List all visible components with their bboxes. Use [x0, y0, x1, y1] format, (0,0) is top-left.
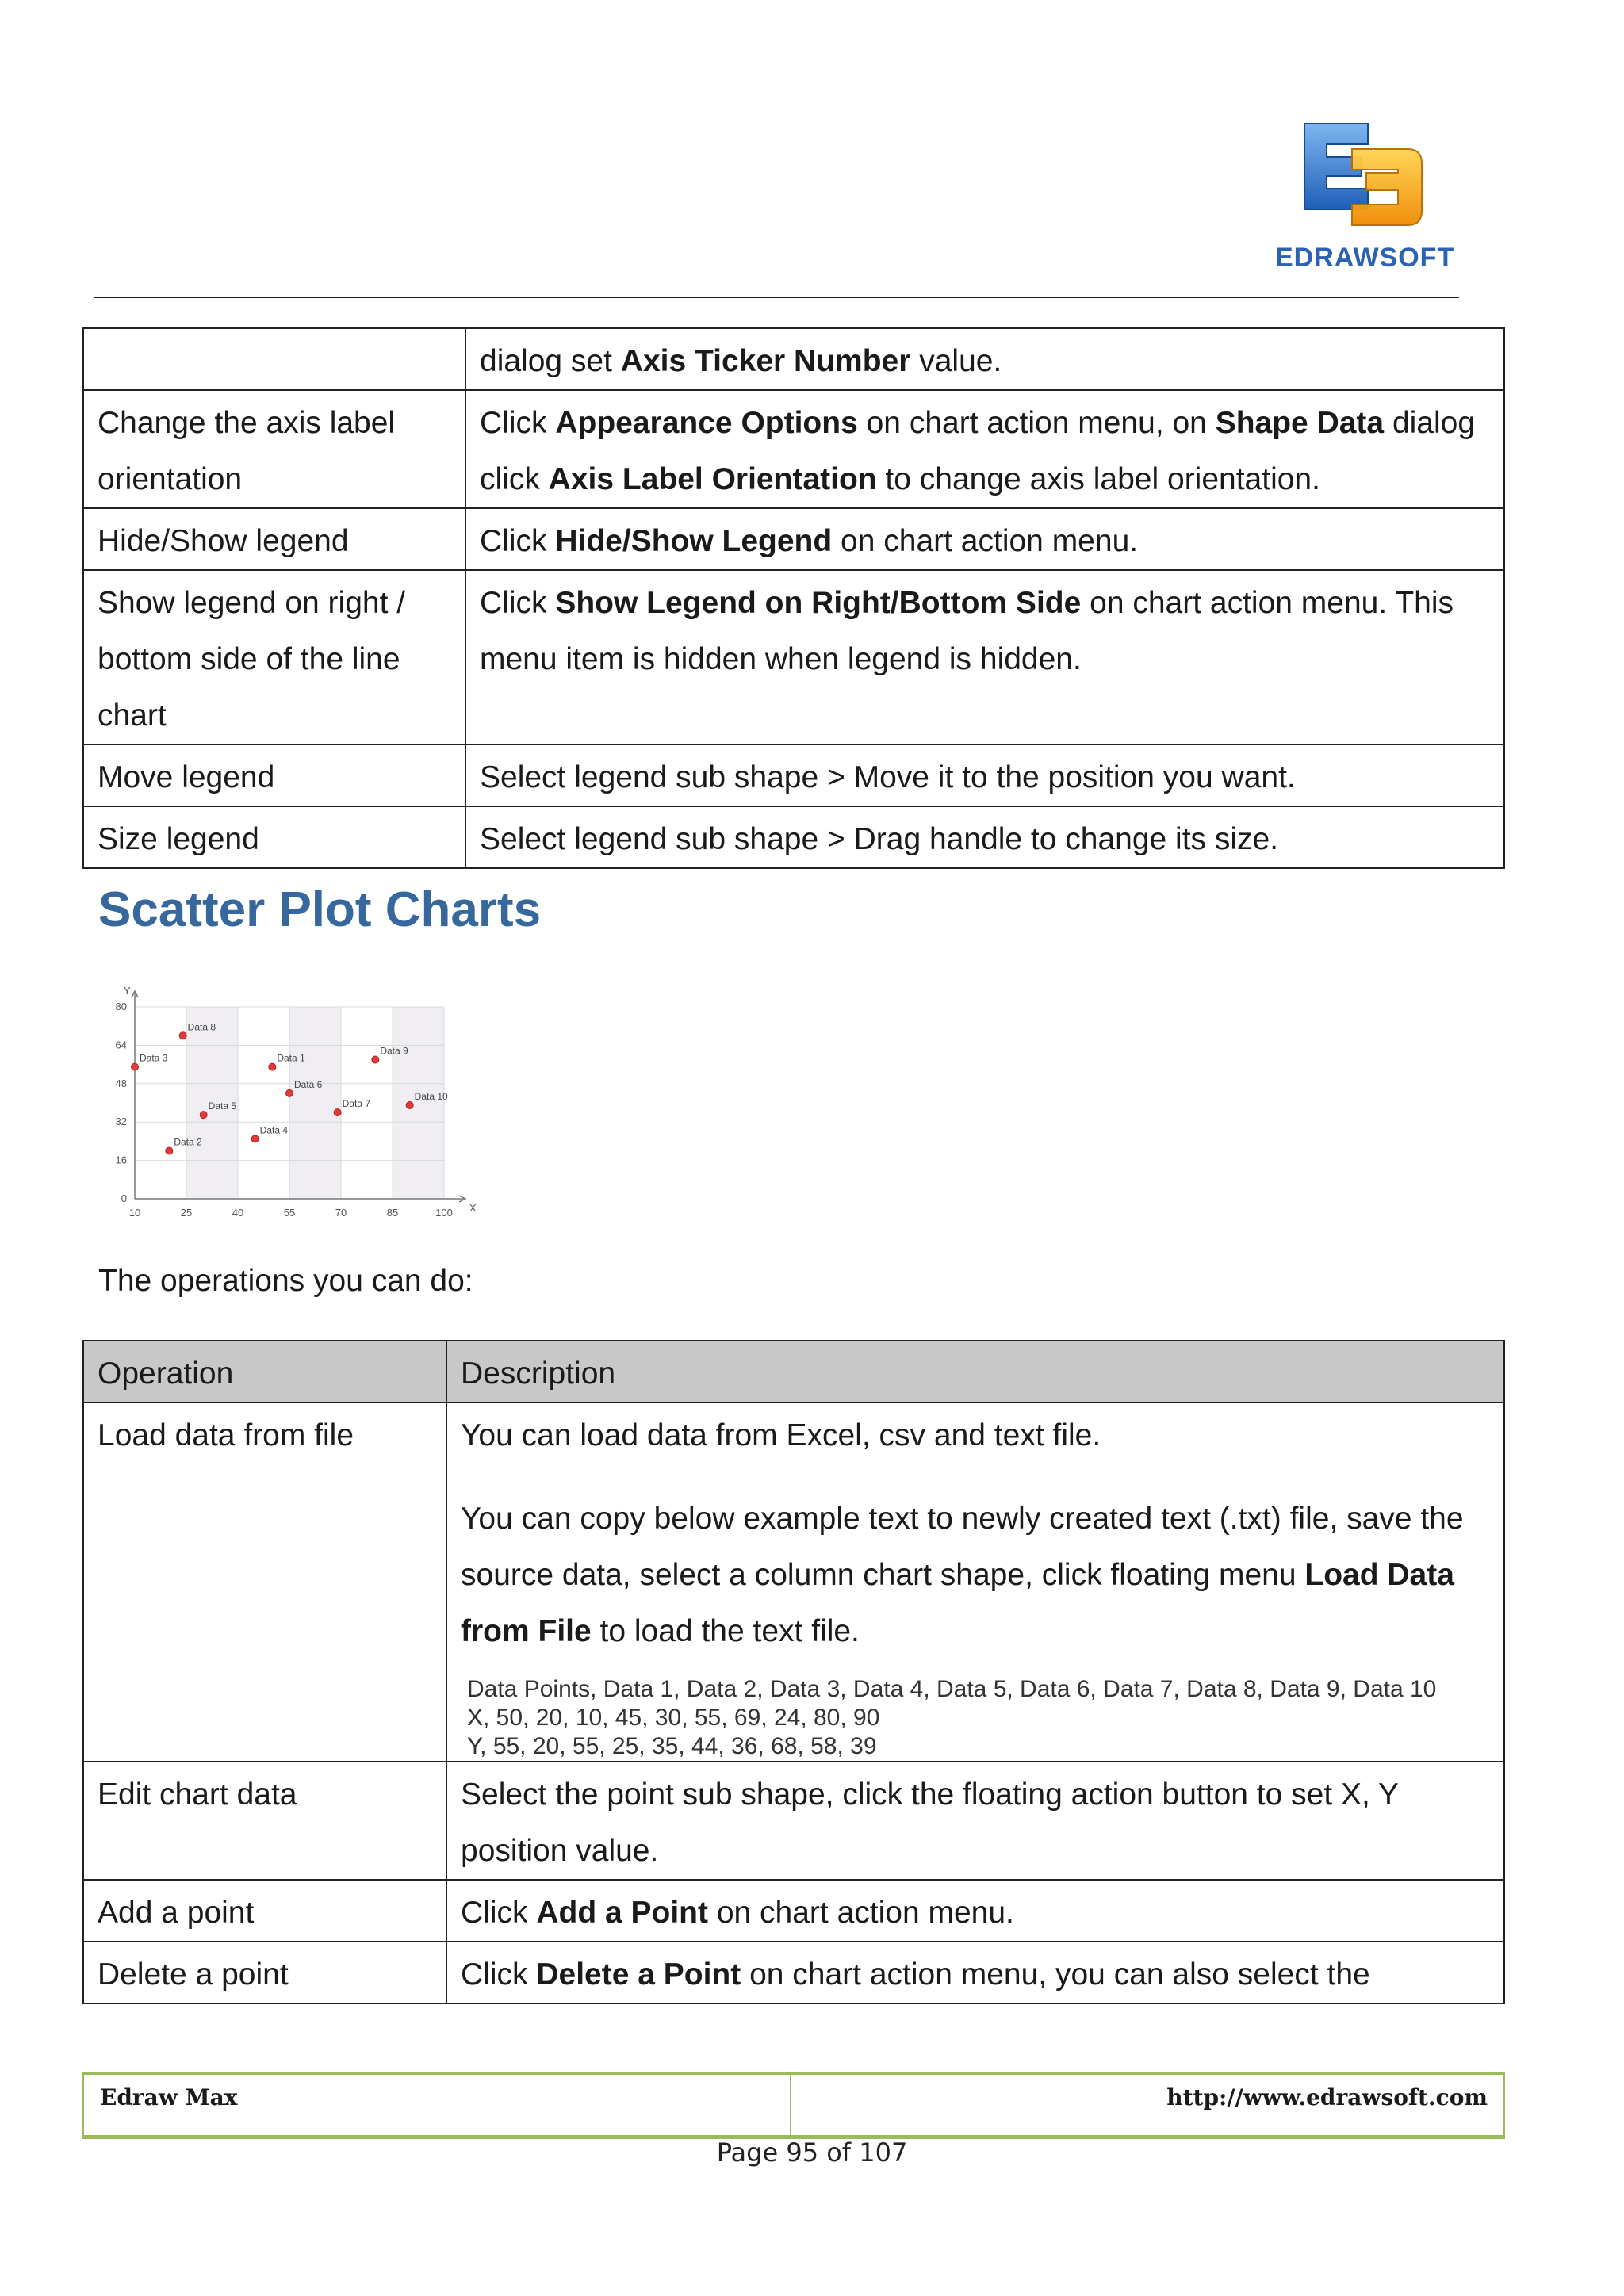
x-axis-label: X	[469, 1202, 477, 1214]
table-row	[83, 1762, 1504, 1880]
text-run: Click	[480, 586, 556, 620]
y-tick-label: 64	[115, 1039, 127, 1051]
data-point	[286, 1089, 293, 1096]
text-run: You can copy below example text to newly created text (.txt) file, save the source data, select a column chart shape, click floating menu	[461, 1502, 1464, 1592]
table-row	[83, 744, 1504, 806]
description-cell	[465, 508, 1504, 570]
text-run: dialog set	[480, 344, 621, 378]
data-point	[334, 1109, 341, 1116]
brand-name: EDRAWSOFT	[1275, 243, 1455, 273]
data-point	[166, 1147, 173, 1154]
operations-intro: The operations you can do:	[98, 1264, 473, 1298]
operation-cell	[83, 328, 465, 390]
description-paragraph	[461, 1946, 1490, 2003]
bold-term: Hide/Show Legend	[555, 524, 833, 558]
description-cell	[465, 390, 1504, 508]
bold-term: Load Data from File	[461, 1558, 1454, 1648]
description-cell	[465, 744, 1504, 806]
footer-url: http://www.edrawsoft.com	[1166, 2084, 1488, 2110]
description-paragraph	[461, 1766, 1490, 1879]
legend-operations-table	[82, 327, 1505, 869]
data-point	[406, 1102, 413, 1109]
plot-band	[289, 1007, 341, 1199]
table-row	[83, 570, 1504, 744]
table-row	[83, 328, 1504, 390]
text-run: Select the point sub shape, click the floating action button to set X, Y position value.	[461, 1777, 1399, 1868]
bold-term: Axis Label Orientation	[548, 462, 877, 496]
data-point-label: Data 2	[174, 1136, 202, 1148]
operation-cell: Hide/Show legend	[83, 508, 465, 570]
operation-cell: Edit chart data	[83, 1762, 446, 1880]
table-row	[83, 508, 1504, 570]
data-point-label: Data 3	[140, 1052, 168, 1064]
x-tick-label: 25	[180, 1207, 193, 1219]
data-point-label: Data 5	[208, 1100, 237, 1112]
text-run: You can load data from Excel, csv and text file.	[461, 1418, 1101, 1452]
data-point-label: Data 1	[277, 1052, 305, 1064]
x-tick-label: 70	[335, 1207, 347, 1219]
text-run: on chart action menu, you can also select the	[741, 1957, 1370, 1992]
description-cell	[446, 1880, 1504, 1942]
sample-data-line: X, 50, 20, 10, 45, 30, 55, 69, 24, 80, 90	[467, 1705, 880, 1731]
text-run: Select legend sub shape > Drag handle to change its size.	[480, 822, 1279, 856]
table-header-row	[83, 1341, 1504, 1402]
description-cell	[465, 806, 1504, 868]
page-number: Page 95 of 107	[716, 2137, 908, 2168]
data-point-label: Data 9	[380, 1045, 408, 1057]
page-footer	[82, 2072, 1505, 2139]
operation-cell: Delete a point	[83, 1942, 446, 2003]
table-row	[83, 1402, 1504, 1762]
data-point	[269, 1063, 276, 1070]
text-run: Click	[461, 1957, 537, 1992]
operation-cell: Load data from file	[83, 1402, 446, 1762]
header-description: Description	[446, 1341, 1504, 1402]
text-run: Click	[480, 406, 556, 440]
description-paragraph	[461, 1885, 1490, 1941]
description-cell	[446, 1402, 1504, 1762]
sample-data-text	[461, 1675, 1490, 1761]
data-point-label: Data 4	[259, 1124, 289, 1136]
text-run: dialog click	[480, 406, 1476, 496]
bold-term: Show Legend on Right/Bottom Side	[555, 586, 1082, 620]
data-point	[251, 1135, 259, 1142]
operation-cell: Change the axis label orientation	[83, 390, 465, 508]
description-cell	[465, 570, 1504, 744]
y-tick-label: 48	[115, 1077, 127, 1089]
text-run: value.	[910, 344, 1002, 378]
bold-term: Axis Ticker Number	[620, 344, 911, 378]
footer-product: Edraw Max	[100, 2084, 238, 2110]
text-run: to load the text file.	[591, 1614, 860, 1648]
sample-data-line: Data Points, Data 1, Data 2, Data 3, Data 4, Data 5, Data 6, Data 7, Data 8, Data 9, Data 10	[467, 1676, 1437, 1702]
data-point-label: Data 7	[342, 1098, 371, 1110]
data-point	[372, 1056, 379, 1063]
bold-term: Add a Point	[536, 1896, 708, 1930]
plot-band	[393, 1007, 444, 1199]
x-tick-label: 10	[128, 1207, 141, 1219]
text-run: on chart action menu, on	[857, 406, 1216, 440]
operation-cell: Size legend	[83, 806, 465, 868]
header-operation: Operation	[83, 1341, 446, 1402]
text-run: on chart action menu.	[708, 1896, 1014, 1930]
y-axis-label: Y	[124, 985, 131, 997]
operation-cell: Add a point	[83, 1880, 446, 1942]
sample-data-line: Y, 55, 20, 55, 25, 35, 44, 36, 68, 58, 39	[467, 1733, 877, 1759]
description-cell	[446, 1762, 1504, 1880]
data-point-label: Data 6	[294, 1078, 323, 1090]
operation-cell: Show legend on right / bottom side of the line chart	[83, 570, 465, 744]
data-point	[132, 1063, 139, 1070]
y-tick-label: 16	[115, 1154, 127, 1166]
bold-term: Appearance Options	[555, 406, 858, 440]
data-point-label: Data 10	[414, 1091, 448, 1103]
bold-term: Delete a Point	[536, 1957, 741, 1992]
y-tick-label: 32	[115, 1115, 127, 1128]
description-cell	[465, 328, 1504, 390]
operation-cell: Move legend	[83, 744, 465, 806]
data-point	[200, 1112, 207, 1119]
y-tick-label: 80	[115, 1001, 127, 1012]
y-tick-label: 0	[121, 1192, 127, 1204]
bold-term: Shape Data	[1215, 406, 1385, 440]
table-row	[83, 390, 1504, 508]
table-row	[83, 1942, 1504, 2003]
x-tick-label: 40	[232, 1207, 244, 1219]
x-tick-label: 85	[386, 1207, 399, 1219]
text-run: Select legend sub shape > Move it to the position you want.	[480, 760, 1296, 794]
scatter-plot-chart	[115, 983, 492, 1229]
logo-mark-icon	[1273, 117, 1455, 244]
section-title: Scatter Plot Charts	[98, 882, 542, 937]
description-paragraph	[461, 1407, 1490, 1464]
text-run: Click	[461, 1896, 537, 1930]
text-run: to change axis label orientation.	[876, 462, 1320, 496]
description-cell	[446, 1942, 1504, 2003]
text-run: on chart action menu. This menu item is hidden when legend is hidden.	[480, 586, 1454, 676]
scatter-operations-table	[82, 1340, 1505, 2004]
data-point-label: Data 8	[187, 1021, 216, 1033]
x-tick-label: 55	[283, 1207, 296, 1219]
table-row	[83, 806, 1504, 868]
header-divider	[94, 297, 1459, 298]
text-run: Click	[480, 524, 556, 558]
text-run: on chart action menu.	[832, 524, 1139, 558]
x-tick-label: 100	[435, 1207, 453, 1219]
description-paragraph	[461, 1490, 1490, 1659]
data-point	[179, 1032, 186, 1039]
table-row	[83, 1880, 1504, 1942]
